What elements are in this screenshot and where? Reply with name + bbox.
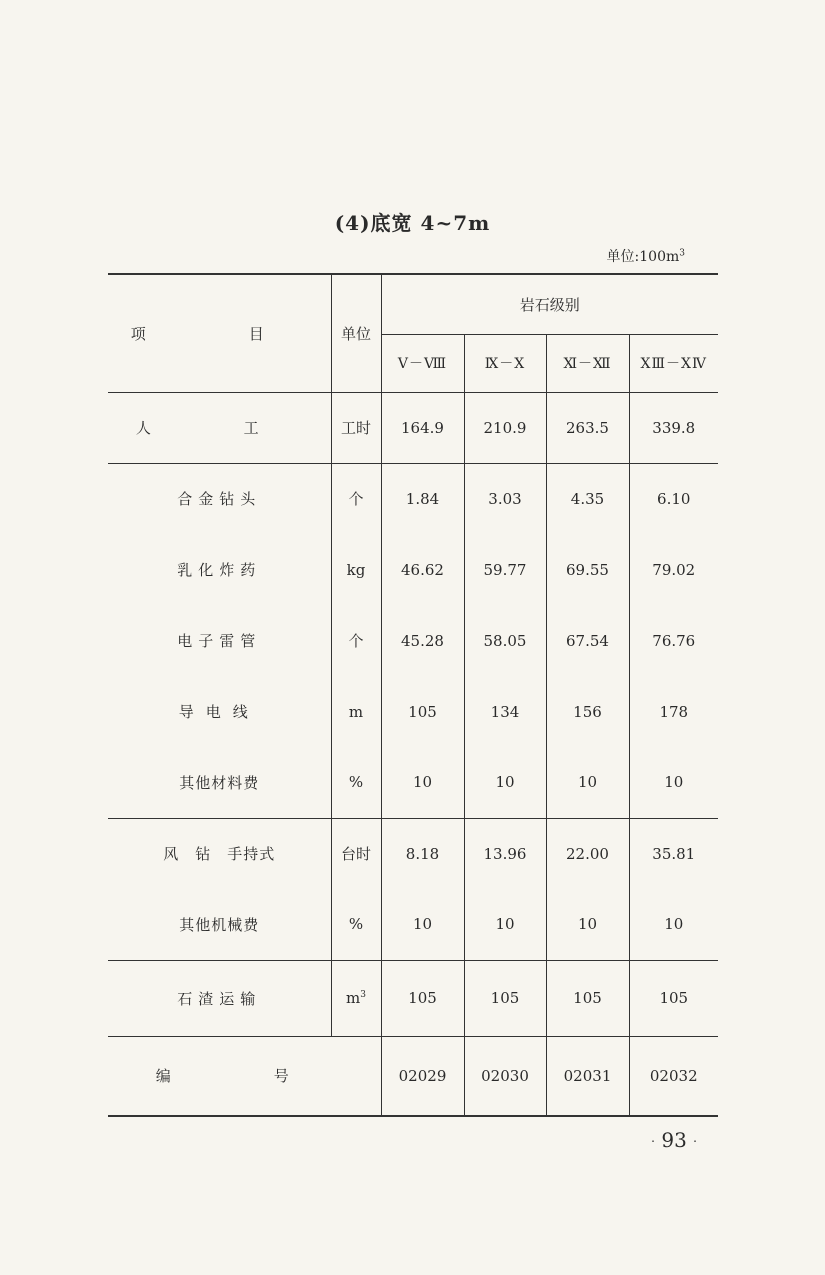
row-item: 人 工 (108, 392, 331, 463)
row-value: 76.76 (629, 605, 718, 676)
page-number (651, 1128, 697, 1152)
row-value: 67.54 (546, 605, 629, 676)
code-value: 02031 (546, 1036, 629, 1116)
row-value: 59.77 (464, 534, 546, 605)
row-value: 10 (464, 889, 546, 960)
code-label: 编 号 (108, 1036, 381, 1116)
row-value: 13.96 (464, 818, 546, 889)
table-row (108, 605, 718, 676)
row-unit: 台时 (331, 818, 381, 889)
row-value: 58.05 (464, 605, 546, 676)
row-value: 69.55 (546, 534, 629, 605)
row-value: 105 (546, 960, 629, 1036)
row-unit: 工时 (331, 392, 381, 463)
row-value: 46.62 (381, 534, 464, 605)
row-item: 电子雷管 (108, 605, 331, 676)
row-item: 其他机械费 (108, 889, 331, 960)
row-value: 10 (546, 747, 629, 818)
code-value: 02030 (464, 1036, 546, 1116)
row-unit: 个 (331, 605, 381, 676)
row-value: 10 (381, 889, 464, 960)
row-value: 10 (546, 889, 629, 960)
table-row (108, 392, 718, 463)
table-row (108, 889, 718, 960)
code-value: 02032 (629, 1036, 718, 1116)
row-unit-sup: 3 (360, 990, 366, 1000)
unit-note (607, 246, 685, 266)
row-value: 339.8 (629, 392, 718, 463)
row-value: 134 (464, 676, 546, 747)
unit-note-text: 单位:100m (606, 249, 680, 265)
row-value: 45.28 (381, 605, 464, 676)
row-value: 10 (629, 889, 718, 960)
row-unit: % (331, 747, 381, 818)
row-unit: kg (331, 534, 381, 605)
header-grade-2: Ⅸ－Ⅹ (464, 334, 546, 392)
row-value: 3.03 (464, 463, 546, 534)
table-row (108, 534, 718, 605)
code-value: 02029 (381, 1036, 464, 1116)
row-value: 1.84 (381, 463, 464, 534)
page-number-dot: · (651, 1134, 655, 1149)
row-value: 263.5 (546, 392, 629, 463)
row-unit (331, 960, 381, 1036)
row-value: 105 (464, 960, 546, 1036)
row-value: 8.18 (381, 818, 464, 889)
row-value: 10 (629, 747, 718, 818)
row-value: 4.35 (546, 463, 629, 534)
row-value: 6.10 (629, 463, 718, 534)
table-row (108, 676, 718, 747)
row-value: 178 (629, 676, 718, 747)
code-row (108, 1036, 718, 1116)
row-value: 164.9 (381, 392, 464, 463)
table-row (108, 960, 718, 1036)
header-unit: 单位 (331, 274, 381, 392)
row-item: 导电线 (108, 676, 331, 747)
header-rock-grade: 岩石级别 (381, 274, 718, 334)
row-unit: % (331, 889, 381, 960)
row-value: 35.81 (629, 818, 718, 889)
row-unit: 个 (331, 463, 381, 534)
page-number-value: 93 (661, 1128, 687, 1152)
header-grade-1: Ⅴ－Ⅷ (381, 334, 464, 392)
quota-table (108, 273, 718, 1117)
row-unit-text: m (346, 989, 361, 1007)
row-value: 105 (381, 676, 464, 747)
row-unit: m (331, 676, 381, 747)
row-item: 其他材料费 (108, 747, 331, 818)
unit-note-sup: 3 (679, 248, 685, 259)
page-title: (4)底宽 4~7m (334, 211, 491, 235)
row-item: 合金钻头 (108, 463, 331, 534)
row-value: 105 (629, 960, 718, 1036)
page-number-dot: · (693, 1134, 697, 1149)
row-value: 10 (381, 747, 464, 818)
table-row (108, 747, 718, 818)
row-value: 156 (546, 676, 629, 747)
table-row (108, 818, 718, 889)
row-item: 乳化炸药 (108, 534, 331, 605)
row-value: 10 (464, 747, 546, 818)
header-grade-3: Ⅺ－Ⅻ (546, 334, 629, 392)
row-value: 105 (381, 960, 464, 1036)
row-value: 22.00 (546, 818, 629, 889)
row-item: 石渣运输 (108, 960, 331, 1036)
row-item: 风 钻 手持式 (108, 818, 331, 889)
row-value: 79.02 (629, 534, 718, 605)
header-item: 项 目 (108, 274, 331, 392)
row-value: 210.9 (464, 392, 546, 463)
table-row (108, 463, 718, 534)
header-grade-4: ⅩⅢ－ⅩⅣ (629, 334, 718, 392)
